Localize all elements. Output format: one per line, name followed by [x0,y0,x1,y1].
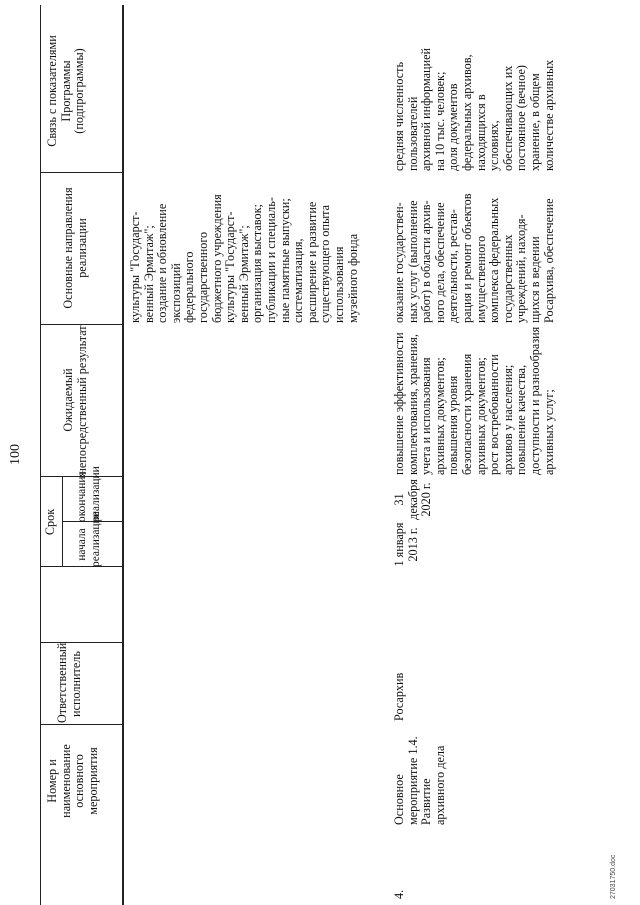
start-date: 1 января 2013 г. [392,522,420,567]
header-directions: Основные направления реализации [61,187,89,309]
expected-result: повышение эффективности комплектования, хранения, учета и использования архивных документов; повышения уровня безопасности хранения архивных документов; рост востребованности архивов у населения; повышение качества, доступности и разнообразия архивных услуг; [392,326,556,475]
rotated-page [0,5,640,905]
measure-name: Основное мероприятие 1.4. Развитие архивного дела [392,736,447,825]
header-term: Срок [43,508,57,536]
indicators-link: средняя численность пользователей архивной информацией на 10 тыс. человек; доля документов федеральных архивов, находящихся в условиях, обеспечивающих их постоянное (вечное) хранение, в общем количестве архивных [392,47,556,171]
header-result: Ожидаемый непосредственный результат [61,325,89,475]
document-id: 27031750.doc [610,854,617,899]
main-directions: оказание государствен- ных услуг (выполнение работ) в области архив- ного дела, обеспечение деятельности, рестав- рация и ремонт объектов имущественного комплекса федеральных государственных учреждений, находя- щихся в ведении Росархива, обеспечение [392,193,556,323]
page-number: 100 [8,444,23,465]
header-end: окончания реализации [76,466,102,522]
continued-directions: культуры "Государст- венный Эрмитаж"; создание и обновление экспозиций федерального государственного бюджетного учреждения культуры "Государст- венный Эрмитаж"; организация выставок; публикации и специаль- ные памятные выпуски; систематизация, расширение и развитие существующего опыта использования музейного фонда [128,194,360,323]
header-start: начала реализации [76,511,102,567]
row-number: 4. [392,889,406,899]
header-number-name: Номер и наименование основного мероприятия [45,744,100,818]
executor: Росархив [392,672,406,721]
header-executor: Ответственный исполнитель [55,642,83,723]
end-date: 31 декабря 2020 г. [392,479,434,520]
header-link: Связь с показателями Программы (подпрограммы) [45,35,87,147]
